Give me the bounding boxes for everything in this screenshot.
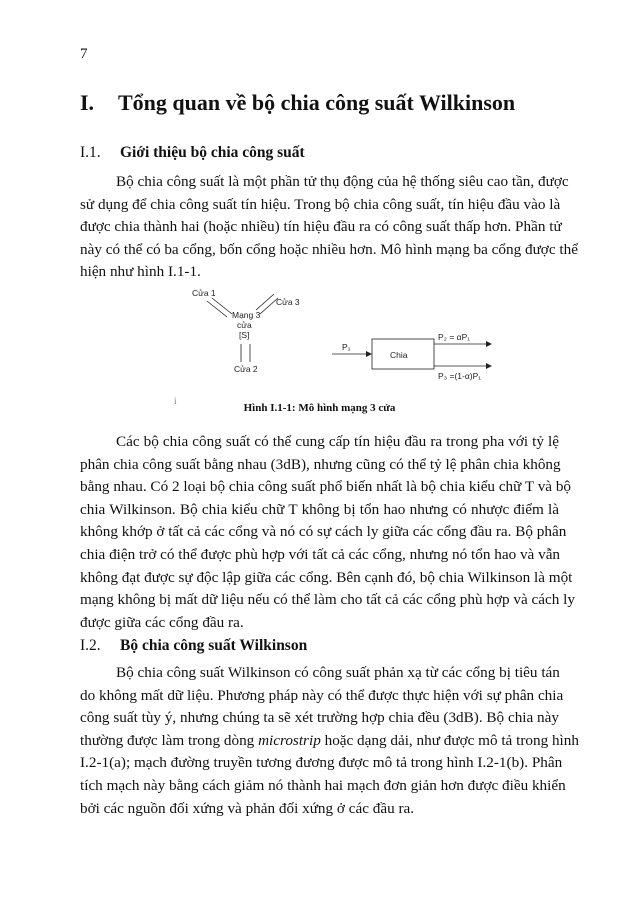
- port2-label: Cửa 2: [234, 364, 258, 374]
- three-port-network-figure: [170, 286, 510, 396]
- text-line: Bộ chia công suất Wilkinson có công suất phản xạ từ các cổng bị tiêu tán: [116, 664, 560, 681]
- text-line: bởi các nguồn đối xứng và phản đối xứng ở các đầu ra.: [80, 799, 415, 817]
- output1-arrowhead: [486, 341, 492, 347]
- text-line: chia Wilkinson. Bộ chia kiểu chữ T không bị tổn hao nhưng có nhược điểm là: [80, 500, 559, 518]
- wilkinson-paragraph: [80, 662, 579, 820]
- port1-line-a: [212, 298, 232, 314]
- figure-caption: Hình I.1-1: Mô hình mạng 3 cửa: [243, 402, 396, 414]
- text-line: mạng không bị mất dữ liệu nếu có thể làm cho tất cả các cổng phù hợp và cách ly: [80, 591, 575, 609]
- network-label-3: [S]: [239, 330, 250, 340]
- chapter-number: I.: [80, 90, 95, 115]
- text-line: tích mạch này bằng cách giảm nó thành hai mạch đơn giản hơn được điều khiển: [80, 776, 566, 794]
- output2-arrowhead: [486, 363, 492, 369]
- output1-label: P₂ = αP₁: [438, 332, 471, 342]
- emphasis-term: microstrip: [258, 731, 321, 749]
- intro-paragraph: [80, 171, 578, 284]
- network-label-1: Mạng 3: [232, 310, 261, 320]
- text-line-mixed: [80, 730, 579, 753]
- output2-label: P₃ =(1-α)P₁: [438, 371, 482, 381]
- section-title-2: Bộ chia công suất Wilkinson: [120, 637, 308, 654]
- port1-line-b: [207, 301, 227, 317]
- section-number-1: I.1.: [80, 144, 101, 161]
- text-line: không đạt được sự độc lập giữa các cổng. Bên cạnh đó, bộ chia Wilkinson là một: [80, 568, 573, 586]
- text-line: Bộ chia công suất là một phần tử thụ động của hệ thống siêu cao tần, được: [116, 173, 569, 190]
- text-line: I.2-1(a); mạch đường truyền tương đương được mô tả trong hình I.2-1(b). Phân: [80, 754, 563, 772]
- page-number: 7: [80, 46, 88, 62]
- text-line: chia điện trở có thể được phù hợp với tất cả các cổng, nhưng nó tổn hao và vẫn: [80, 545, 561, 563]
- network-label-2: cửa: [237, 320, 252, 330]
- text-line: được chia thành hai (hoặc nhiều) tín hiệu đầu ra có công suất thấp hơn. Phần tử: [80, 218, 562, 236]
- text-segment: hoặc dạng dải, như được mô tả trong hình: [324, 731, 579, 749]
- input-arrowhead: [366, 351, 372, 357]
- divider-box-label: Chia: [390, 350, 408, 360]
- text-line: không khớp ở tất cả các cổng và nó có sự cách ly giữa các cổng đầu ra. Bộ phân: [80, 523, 567, 541]
- port1-label: Cửa 1: [192, 288, 216, 298]
- section-title-1: Giới thiệu bộ chia công suất: [120, 144, 305, 161]
- chapter-title: Tổng quan về bộ chia công suất Wilkinson: [118, 90, 516, 115]
- text-line: Các bộ chia công suất có thể cung cấp tín hiệu đầu ra trong pha với tỷ lệ: [116, 433, 559, 450]
- port3-line-b: [256, 294, 274, 310]
- input-power-label: P₁: [342, 342, 351, 352]
- section-number-2: I.2.: [80, 637, 101, 654]
- text-line: hiện như hình I.1-1.: [80, 263, 201, 281]
- section-heading-2: [80, 637, 307, 655]
- text-line: sử dụng để chia công suất tín hiệu. Trong bộ chia công suất, tín hiệu đầu vào là: [80, 195, 561, 213]
- text-segment: thường được làm trong dòng: [80, 731, 255, 749]
- text-line: được giữa các cổng đầu ra.: [80, 613, 244, 631]
- text-line: phân chia công suất bằng nhau (3dB), nhưng cũng có thể tỷ lệ phân chia không: [80, 455, 561, 473]
- chapter-heading: [80, 90, 580, 116]
- port3-label: Cửa 3: [276, 297, 300, 307]
- figure-mark: i: [174, 396, 177, 406]
- text-line: do không mất dữ liệu. Phương pháp này có thể được thực hiện với sự phân chia: [80, 686, 564, 704]
- divider-types-paragraph: [80, 431, 575, 634]
- text-line: bằng nhau. Có 2 loại bộ chia công suất phổ biến nhất là bộ chia kiểu chữ T và bộ: [80, 478, 572, 496]
- network-diagram: [192, 288, 300, 374]
- divider-block-diagram: [332, 332, 492, 381]
- text-line: này có thể có ba cổng, bốn cổng hoặc nhiều hơn. Mô hình mạng ba cổng được thể: [80, 240, 578, 258]
- section-heading-1: [80, 144, 305, 162]
- text-line: công suất tùy ý, nhưng chúng ta sẽ xét trường hợp chia đều (3dB). Bộ chia này: [80, 709, 559, 727]
